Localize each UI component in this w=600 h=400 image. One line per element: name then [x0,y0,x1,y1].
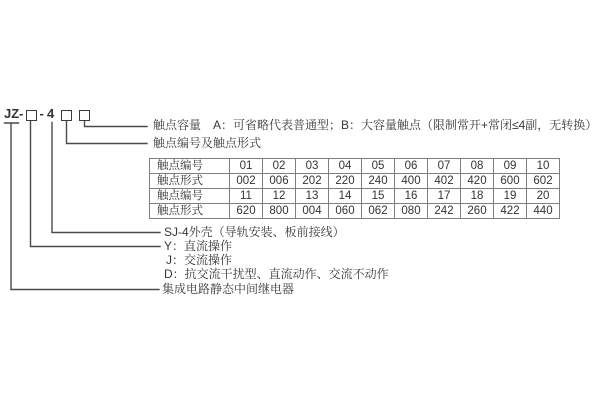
operation-code-box [26,110,37,121]
annotation-contact-capacity: 触点容量 A：可省略代表普通型；B：大容量触点（限制常开+常闭≤4副，无转换） [153,118,598,132]
leader-line-operation-code [31,122,161,247]
value-cell: 002 [230,174,263,189]
model-dash-1: - [19,106,24,121]
value-cell: 11 [230,189,263,204]
contact-capacity-box [79,110,90,121]
value-cell: 18 [461,189,494,204]
value-cell: 20 [527,189,560,204]
table-row [150,189,560,204]
value-cell: 602 [527,174,560,189]
table-row [150,174,560,189]
contact-number-box [61,110,72,121]
value-cell: 242 [428,204,461,219]
leader-line-contact-number-form [67,122,148,144]
annotation-anti-interference: D：抗交流干扰型、直流动作、交流不动作 [164,267,389,281]
value-cell: 060 [329,204,362,219]
value-cell: 13 [296,189,329,204]
row-label-cell: 触点编号 [150,159,230,174]
value-cell: 006 [263,174,296,189]
value-cell: 15 [362,189,395,204]
value-cell: 800 [263,204,296,219]
value-cell: 04 [329,159,362,174]
value-cell: 062 [362,204,395,219]
table-row [150,204,560,219]
row-label-cell: 触点形式 [150,204,230,219]
table-row [150,159,560,174]
annotation-ac-operation: J：交流操作 [166,253,233,267]
contact-table [149,158,560,219]
leader-line-case [52,123,160,233]
value-cell: 220 [329,174,362,189]
value-cell: 004 [296,204,329,219]
value-cell: 10 [527,159,560,174]
annotation-dc-operation: Y：直流操作 [164,239,233,253]
contact-table-body [150,159,560,219]
value-cell: 400 [395,174,428,189]
value-cell: 17 [428,189,461,204]
value-cell: 01 [230,159,263,174]
value-cell: 422 [494,204,527,219]
row-label-cell: 触点编号 [150,189,230,204]
value-cell: 07 [428,159,461,174]
value-cell: 14 [329,189,362,204]
value-cell: 05 [362,159,395,174]
model-frame-digit: 4 [47,106,55,121]
value-cell: 600 [494,174,527,189]
value-cell: 16 [395,189,428,204]
value-cell: 03 [296,159,329,174]
value-cell: 402 [428,174,461,189]
value-cell: 06 [395,159,428,174]
model-prefix: JZ [4,106,20,121]
value-cell: 09 [494,159,527,174]
value-cell: 12 [263,189,296,204]
value-cell: 19 [494,189,527,204]
annotation-contact-number-form: 触点编号及触点形式 [153,136,262,150]
annotation-case: SJ-4外壳（导轨安装、板前接线） [164,225,345,239]
annotation-relay-name: 集成电路静态中间继电器 [162,282,295,296]
row-label-cell: 触点形式 [150,174,230,189]
model-dash-2: - [39,106,44,121]
value-cell: 240 [362,174,395,189]
value-cell: 420 [461,174,494,189]
value-cell: 080 [395,204,428,219]
leader-line-contact-capacity [85,122,148,127]
value-cell: 202 [296,174,329,189]
value-cell: 440 [527,204,560,219]
value-cell: 08 [461,159,494,174]
leader-line-relay-name [5,123,160,290]
value-cell: 260 [461,204,494,219]
value-cell: 02 [263,159,296,174]
value-cell: 620 [230,204,263,219]
